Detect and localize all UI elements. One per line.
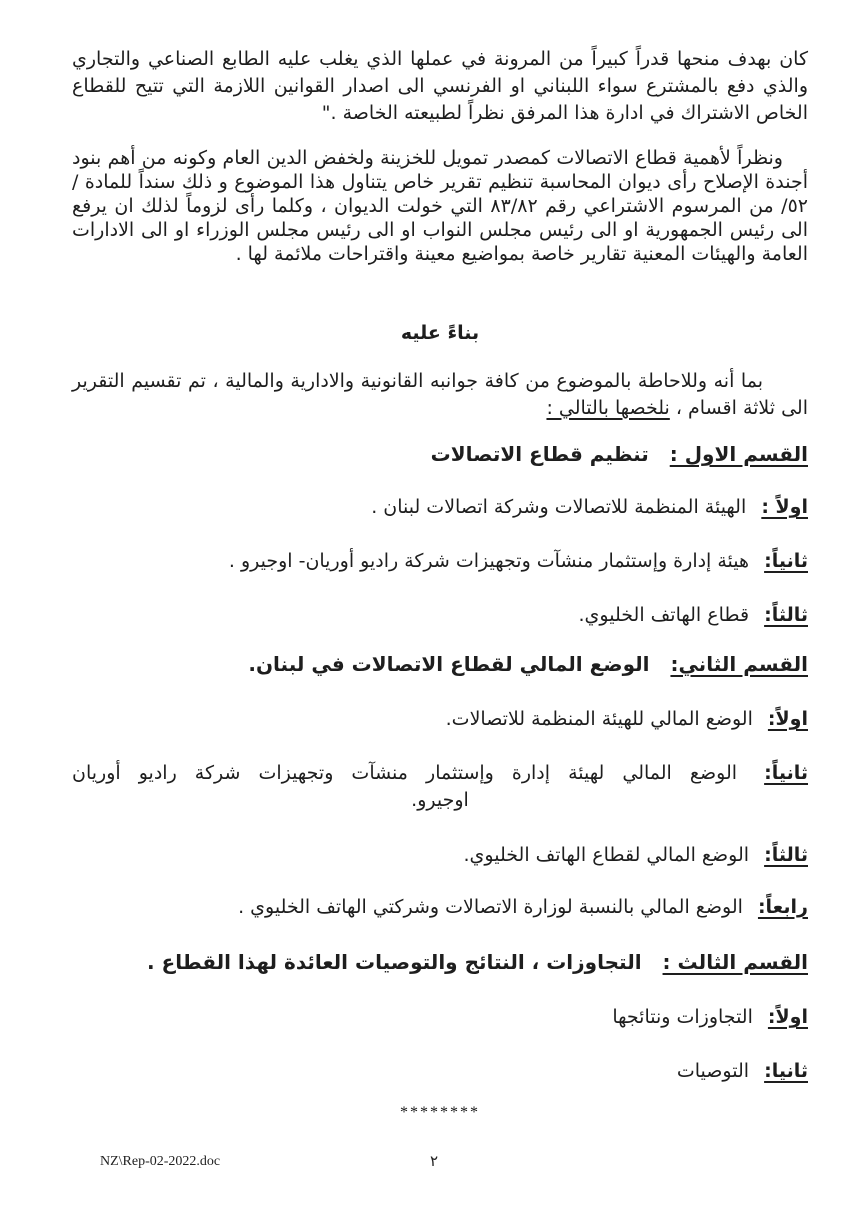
list-item-line-2: اوجيرو. — [411, 789, 469, 811]
asterisk-separator: ******** — [400, 1104, 480, 1121]
list-item-label: ثانياً: — [764, 762, 809, 784]
list-item-text: الوضع المالي لقطاع الهاتف الخليوي. — [463, 844, 750, 866]
section-2-label: القسم الثاني: — [670, 652, 808, 676]
page-footer — [0, 1152, 868, 1176]
section-1-title: تنظيم قطاع الاتصالات — [430, 442, 649, 466]
list-item-label: اولاً: — [767, 708, 808, 730]
heading-accordingly: بناءً عليه — [400, 322, 480, 344]
list-item-line-1 — [72, 760, 808, 787]
paragraph-division — [72, 368, 808, 422]
list-item — [72, 706, 808, 733]
list-item — [72, 760, 808, 814]
list-item-text: قطاع الهاتف الخليوي. — [578, 604, 750, 626]
list-item-label: رابعاً: — [757, 896, 808, 918]
list-item-text: هيئة إدارة وإستثمار منشآت وتجهيزات شركة راديو أوريان- اوجيرو . — [228, 550, 750, 572]
list-item-text: الهيئة المنظمة للاتصالات وشركة اتصالات لبنان . — [371, 496, 747, 518]
list-item-text: الوضع المالي لهيئة إدارة وإستثمار منشآت وتجهيزات شركة راديو أوريان — [72, 762, 738, 784]
list-item-label: اولاً : — [761, 496, 808, 518]
section-3-title: التجاوزات ، النتائج والتوصيات العائدة لهذا القطاع . — [146, 950, 642, 974]
footer-filename: NZ\Rep-02-2022.doc — [100, 1154, 221, 1169]
list-item — [72, 1004, 808, 1031]
section-2-heading — [72, 650, 808, 678]
list-item-text: التوصيات — [676, 1060, 750, 1082]
footer-page-number: ٢ — [429, 1152, 439, 1170]
list-item — [72, 548, 808, 575]
list-item — [72, 602, 808, 629]
list-item — [72, 1058, 808, 1085]
paragraph-intro: كان بهدف منحها قدراً كبيراً من المرونة في عملها الذي يغلب عليه الطابع الصناعي والتجاري والذي دفع بالمشترع سواء اللبناني او الفرنسي الى اصدار القوانين اللازمة التي تتيح للقطاع الخاص الاشتراك في ادارة هذا المرفق نظراً لطبيعته الخاصة ." — [72, 48, 808, 124]
list-item-label: ثانياً: — [764, 550, 808, 572]
section-3-label: القسم الثالث : — [662, 950, 808, 974]
section-2-title: الوضع المالي لقطاع الاتصالات في لبنان. — [248, 652, 650, 676]
list-item — [72, 894, 808, 921]
list-item-text: الوضع المالي للهيئة المنظمة للاتصالات. — [445, 708, 753, 730]
list-item-label: اولاً: — [767, 1006, 808, 1028]
list-item-text: الوضع المالي بالنسبة لوزارة الاتصالات وشركتي الهاتف الخليوي . — [238, 896, 743, 918]
list-item-label: ثانيا: — [764, 1060, 808, 1082]
paragraph-importance: ونظراً لأهمية قطاع الاتصالات كمصدر تمويل للخزينة ولخفض الدين العام وكونه من أهم بنود أجندة الإصلاح رأى ديوان المحاسبة تنظيم تقرير خاص يتناول هذا الموضوع و ذلك سنداً للمادة /٥٢/ من المرسوم الاشتراعي رقم ٨٣/٨٢ التي خولت الديوان ، وكلما رأى لزوماً لذلك ان يرفع الى رئيس الجمهورية او الى رئيس مجلس النواب او الى رئيس مجلس الوزراء او الى الادارات العامة والهيئات المعنية تقارير خاصة بمواضيع معينة واقتراحات ملائمة لها . — [72, 147, 808, 265]
section-1-label: القسم الاول : — [669, 442, 808, 466]
list-item — [72, 842, 808, 869]
list-item-label: ثالثاً: — [764, 604, 808, 626]
section-1-heading — [72, 440, 808, 468]
paragraph-division-text: بما أنه وللاحاطة بالموضوع من كافة جوانبه القانونية والادارية والمالية ، تم تقسيم التقرير الى ثلاثة اقسام ، — [72, 370, 808, 419]
section-3-heading — [72, 948, 808, 976]
list-item-text: التجاوزات ونتائجها — [612, 1006, 753, 1028]
list-item — [72, 494, 808, 521]
paragraph-division-underlined-tail: نلخصها بالتالي : — [546, 397, 670, 419]
list-item-label: ثالثاً: — [764, 844, 808, 866]
